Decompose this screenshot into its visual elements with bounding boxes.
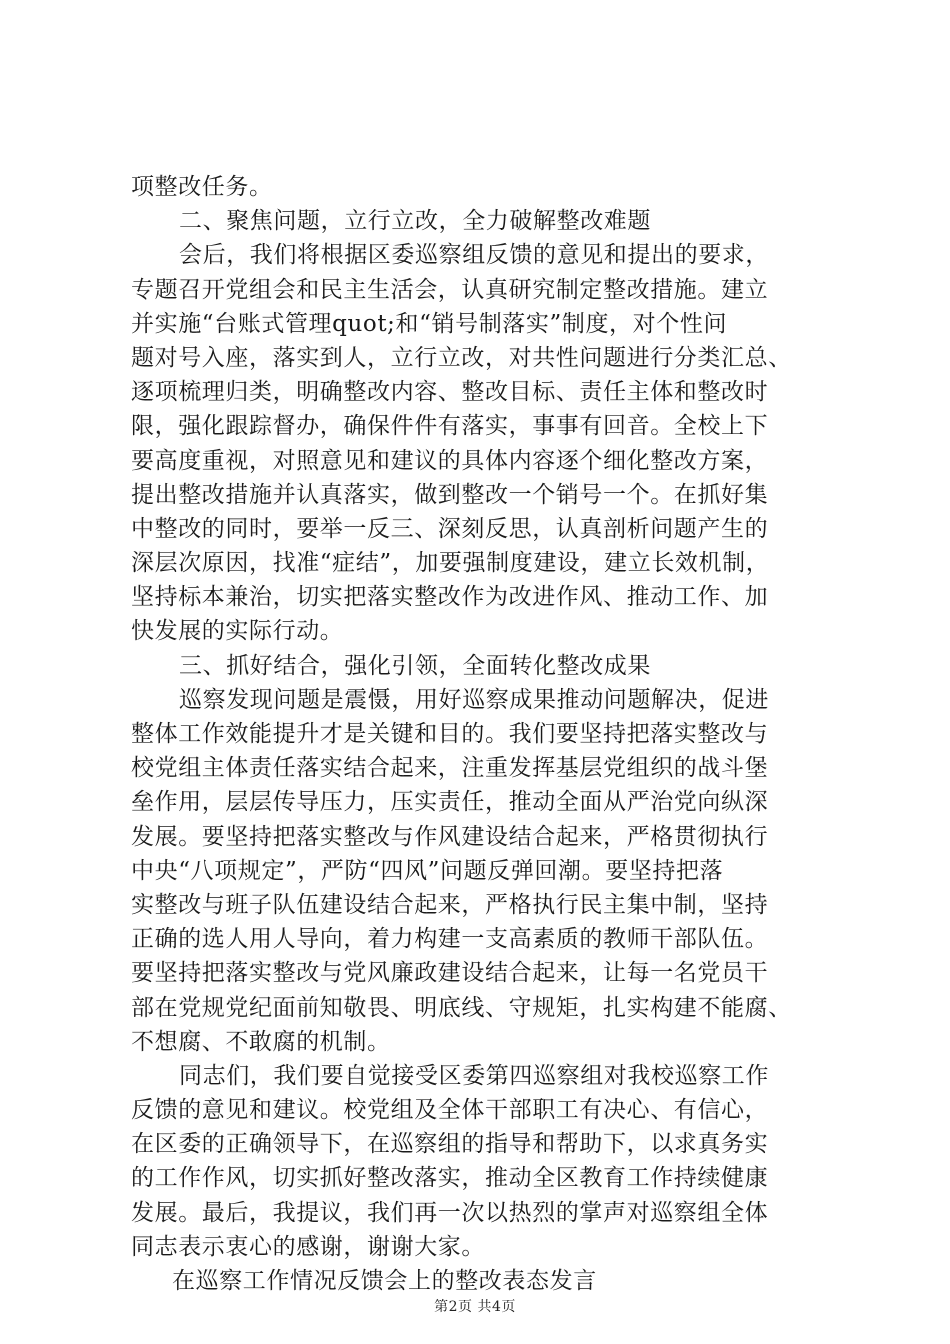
body-text	[131, 170, 851, 1298]
paragraph-line: 正确的选人用人导向，着力构建一支高素质的教师干部队伍。	[131, 926, 769, 953]
paragraph-line: 同志们，我们要自觉接受区委第四巡察组对我校巡察工作	[179, 1062, 769, 1089]
paragraph-line: 快发展的实际行动。	[131, 618, 344, 645]
paragraph-line: 题对号入座，落实到人，立行立改，对共性问题进行分类汇总、	[131, 344, 792, 371]
paragraph-line: 发展。要坚持把落实整改与作风建设结合起来，严格贯彻执行	[131, 823, 769, 850]
section-heading: 二、聚焦问题，立行立改，全力破解整改难题	[179, 208, 651, 235]
paragraph-line: 巡察发现问题是震慑，用好巡察成果推动问题解决，促进	[179, 686, 769, 713]
paragraph-line: 会后，我们将根据区委巡察组反馈的意见和提出的要求，	[179, 242, 769, 269]
paragraph-line: 校党组主体责任落实结合起来，注重发挥基层党组织的战斗堡	[131, 755, 769, 782]
paragraph-line: 要坚持把落实整改与党风廉政建设结合起来，让每一名党员干	[131, 960, 769, 987]
page-number-footer: 第2页 共4页	[434, 1299, 516, 1315]
paragraph-line: 提出整改措施并认真落实，做到整改一个销号一个。在抓好集	[131, 481, 769, 508]
paragraph-line: 要高度重视，对照意见和建议的具体内容逐个细化整改方案，	[131, 447, 769, 474]
paragraph-line: 的工作作风，切实抓好整改落实，推动全区教育工作持续健康	[131, 1165, 769, 1192]
paragraph-line: 不想腐、不敢腐的机制。	[131, 1028, 391, 1055]
paragraph-line: 项整改任务。	[131, 174, 273, 200]
paragraph-line: 实整改与班子队伍建设结合起来，严格执行民主集中制，坚持	[131, 891, 769, 918]
paragraph-line: 同志表示衷心的感谢，谢谢大家。	[131, 1233, 485, 1260]
paragraph-line: 垒作用，层层传导压力，压实责任，推动全面从严治党向纵深	[131, 789, 769, 816]
document-title-line: 在巡察工作情况反馈会上的整改表态发言	[172, 1268, 597, 1294]
paragraph-line: 部在党规党纪面前知敬畏、明底线、守规矩，扎实构建不能腐、	[131, 994, 792, 1021]
paragraph-line: 中央“八项规定”，严防“四风”问题反弹回潮。要坚持把落	[131, 857, 724, 884]
paragraph-line: 逐项梳理归类，明确整改内容、整改目标、责任主体和整改时	[131, 379, 769, 406]
paragraph-line: 专题召开党组会和民主生活会，认真研究制定整改措施。建立	[131, 276, 769, 303]
section-heading: 三、抓好结合，强化引领，全面转化整改成果	[179, 652, 651, 679]
paragraph-line: 限，强化跟踪督办，确保件件有落实，事事有回音。全校上下	[131, 413, 769, 440]
paragraph-line: 整体工作效能提升才是关键和目的。我们要坚持把落实整改与	[131, 721, 769, 747]
paragraph-line: 并实施“台账式管理quot;和“销号制落实”制度，对个性问	[131, 310, 728, 337]
paragraph-line: 发展。最后，我提议，我们再一次以热烈的掌声对巡察组全体	[131, 1199, 769, 1226]
paragraph-line: 坚持标本兼治，切实把落实整改作为改进作风、推动工作、加	[131, 584, 769, 611]
paragraph-line: 深层次原因，找准“症结”，加要强制度建设，建立长效机制，	[131, 550, 770, 577]
paragraph-line: 反馈的意见和建议。校党组及全体干部职工有决心、有信心，	[131, 1097, 769, 1124]
paragraph-line: 在区委的正确领导下，在巡察组的指导和帮助下，以求真务实	[131, 1131, 769, 1158]
paragraph-line: 中整改的同时，要举一反三、深刻反思，认真剖析问题产生的	[131, 515, 769, 542]
